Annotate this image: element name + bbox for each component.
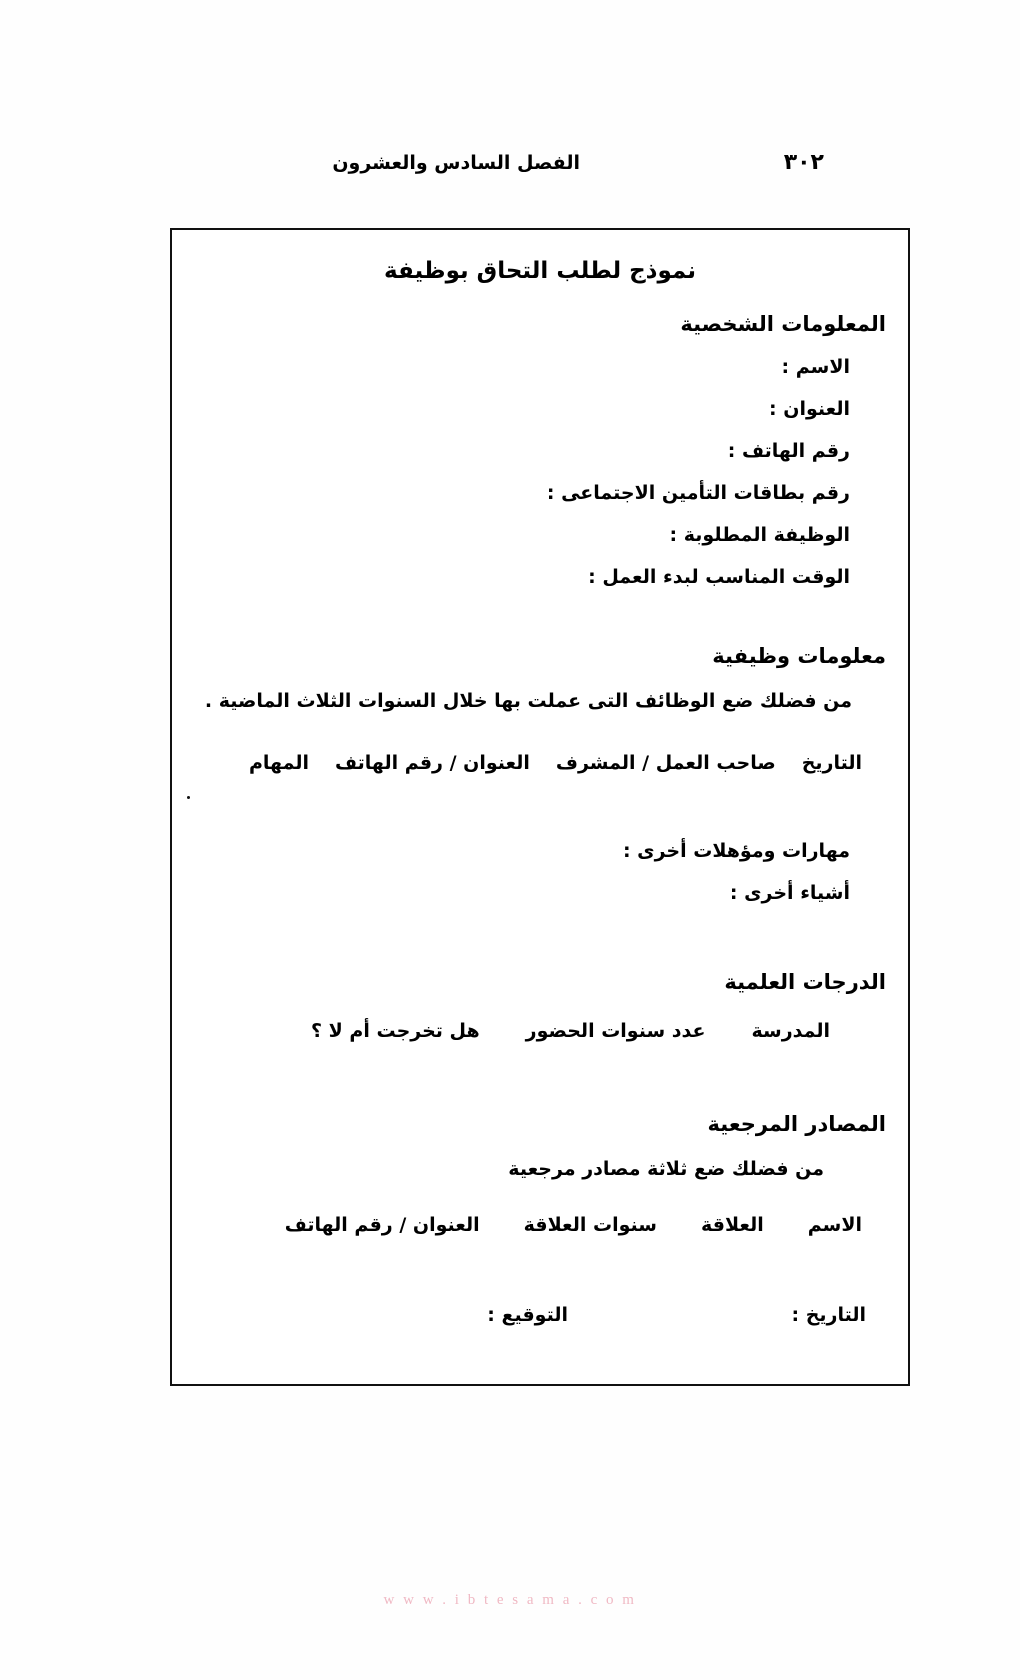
field-label-name: الاسم : <box>781 356 850 378</box>
degrees-column-graduated: هل تخرجت أم لا ؟ <box>311 1020 480 1042</box>
field-label-available-start-time: الوقت المناسب لبدء العمل : <box>588 566 850 588</box>
job-column-address-phone: العنوان / رقم الهاتف <box>335 752 530 774</box>
field-label-desired-position: الوظيفة المطلوبة : <box>669 524 850 546</box>
job-column-date: التاريخ <box>801 752 862 774</box>
references-instructions: من فضلك ضع ثلاثة مصادر مرجعية <box>508 1158 824 1180</box>
references-column-relationship: العلاقة <box>700 1214 764 1236</box>
job-column-duties: المهام <box>249 752 309 774</box>
field-label-other-skills-qualifications: مهارات ومؤهلات أخرى : <box>622 840 850 862</box>
references-column-name: الاسم <box>807 1214 862 1236</box>
field-label-social-insurance-number: رقم بطاقات التأمين الاجتماعى : <box>546 482 850 504</box>
chapter-title: الفصل السادس والعشرون <box>332 152 580 174</box>
site-watermark: w w w . i b t e s a m a . c o m <box>383 1592 637 1608</box>
degrees-column-headers <box>311 1020 830 1042</box>
degrees-column-school: المدرسة <box>751 1020 830 1042</box>
page-number: ٣٠٢ <box>783 150 824 175</box>
section-heading-references: المصادر المرجعية <box>707 1112 886 1136</box>
references-column-years-known: سنوات العلاقة <box>523 1214 657 1236</box>
job-column-employer-supervisor: صاحب العمل / المشرف <box>555 752 776 774</box>
section-heading-personal: المعلومات الشخصية <box>680 312 886 336</box>
section-heading-academic-degrees: الدرجات العلمية <box>724 970 886 994</box>
field-label-date: التاريخ : <box>791 1304 866 1326</box>
field-label-other-things: أشياء أخرى : <box>729 882 850 904</box>
running-head <box>0 152 1020 188</box>
job-history-instructions: من فضلك ضع الوظائف التى عملت بها خلال السنوات الثلاث الماضية . <box>204 690 852 712</box>
field-label-phone: رقم الهاتف : <box>727 440 850 462</box>
field-label-signature: التوقيع : <box>487 1304 568 1326</box>
scan-speck <box>187 796 190 799</box>
form-title: نموذج لطلب التحاق بوظيفة <box>384 258 696 284</box>
section-heading-job-information: معلومات وظيفية <box>712 644 886 668</box>
form-inner <box>172 230 908 1384</box>
job-history-column-headers <box>249 752 862 774</box>
field-label-address: العنوان : <box>769 398 850 420</box>
form-frame <box>170 228 910 1386</box>
references-column-headers <box>285 1214 862 1236</box>
references-column-address-phone: العنوان / رقم الهاتف <box>284 1214 480 1236</box>
degrees-column-years-attended: عدد سنوات الحضور <box>525 1020 706 1042</box>
